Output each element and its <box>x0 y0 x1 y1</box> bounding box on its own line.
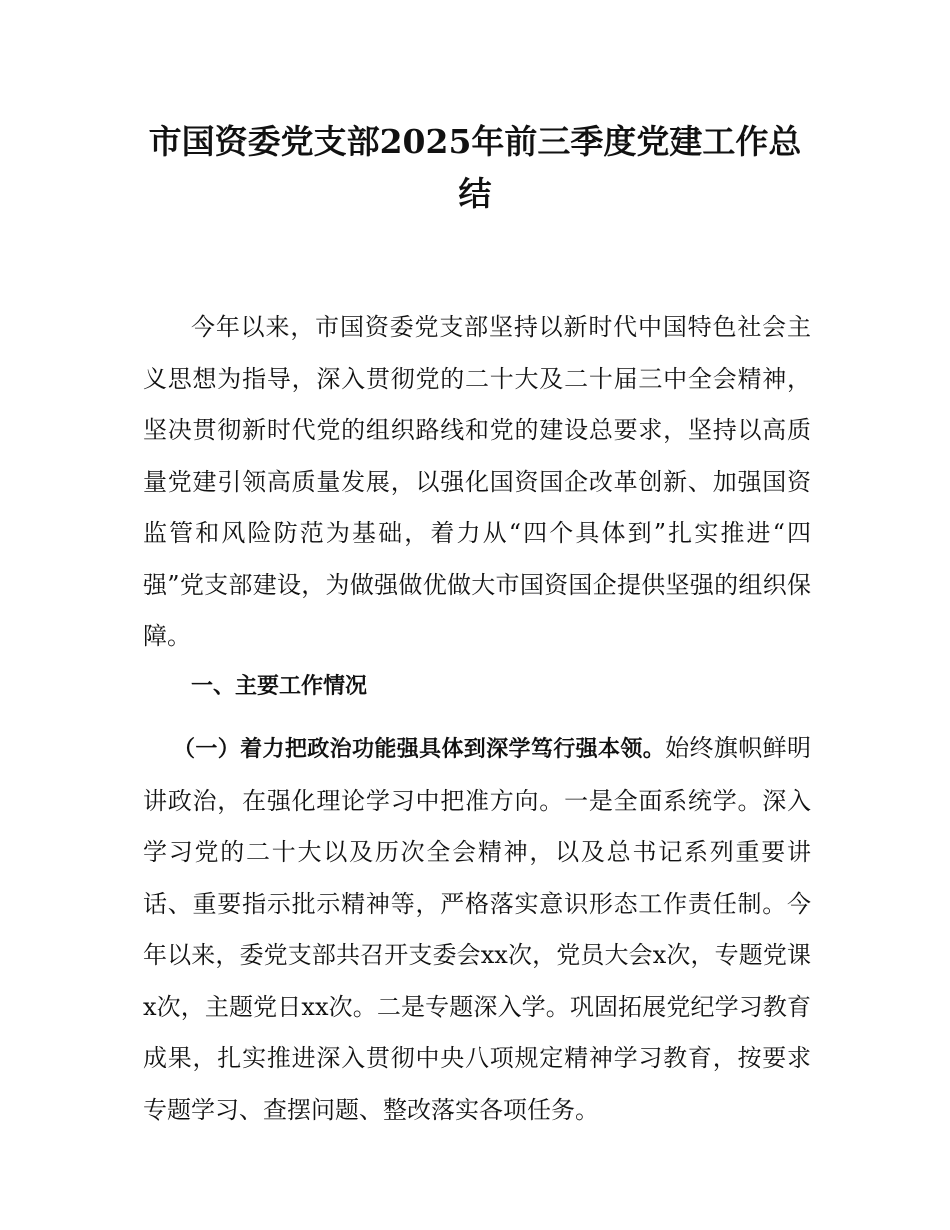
section-heading-main-work: 一、主要工作情况 <box>191 674 368 699</box>
subsection-text: 始终旗帜鲜明讲政治，在强化理论学习中把准方向。一是全面系统学。深入学习党的二十大以及历次全会精神，以及总书记系列重要讲话、重要指示批示精神等，严格落实意识形态工作责任制。今年以来，委党支部共召开支委会xx次，党员大会x次，专题党课x次，主题党日xx次。二是专题深入学。巩固拓展党纪学习教育成果，扎实推进深入贯彻中央八项规定精神学习教育，按要求专题学习、查摆问题、整改落实各项任务。 <box>143 734 811 1124</box>
document-title <box>120 116 830 220</box>
title-line-2: 结 <box>458 174 492 213</box>
title-line-1: 市国资委党支部2025年前三季度党建工作总 <box>148 122 802 161</box>
subsection-heading: （一）着力把政治功能强具体到深学笃行强本领。 <box>173 737 666 762</box>
intro-paragraph: 今年以来，市国资委党支部坚持以新时代中国特色社会主义思想为指导，深入贯彻党的二十大及二十届三中全会精神，坚决贯彻新时代党的组织路线和党的建设总要求，坚持以高质量党建引领高质量发展，以强化国资国企改革创新、加强国资监管和风险防范为基础，着力从“四个具体到”扎实推进“四强”党支部建设，为做强做优做大市国资国企提供坚强的组织保障。 <box>143 313 811 650</box>
subsection-paragraph <box>143 723 811 1136</box>
